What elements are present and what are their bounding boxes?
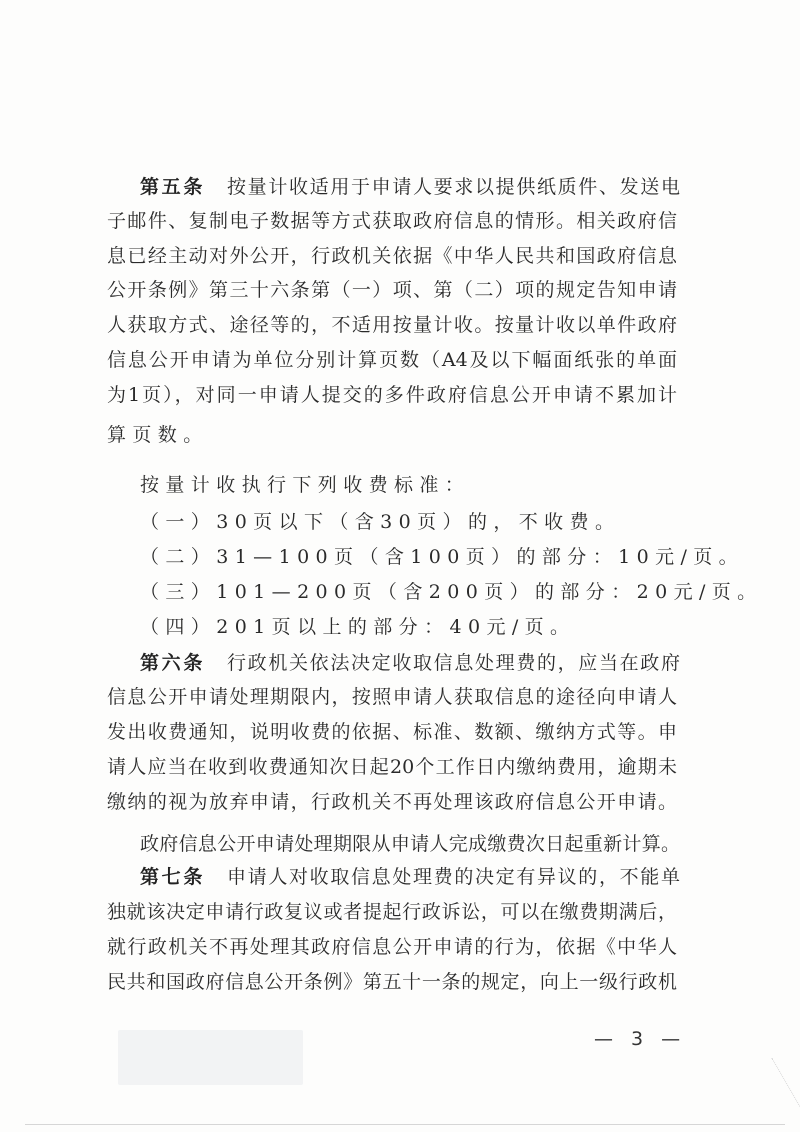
article-6-extra-paragraph: 政府信息公开申请处理期限从申请人完成缴费次日起重新计算。: [140, 833, 680, 855]
article-6-heading: 第六条: [140, 652, 205, 674]
article-6-line-3: 发出收费通知，说明收费的依据、标准、数额、缴纳方式等。申: [107, 721, 677, 743]
article-6-line-5: 缴纳的视为放弃申请，行政机关不再处理该政府信息公开申请。: [107, 791, 677, 813]
article-6-line-2: 信息公开申请处理期限内，按照申请人获取信息的途径向申请人: [107, 686, 677, 708]
fee-item-3: （三）101—200页（含200页）的部分：20元/页。: [140, 581, 763, 603]
article-5-line-1: [140, 172, 680, 202]
article-7-line-1: [140, 862, 680, 892]
article-5-line-4: 公开条例》第三十六条第（一）项、第（二）项的规定告知申请: [107, 279, 677, 301]
article-5-line-5: 人获取方式、途径等的，不适用按量计收。按量计收以单件政府: [107, 314, 677, 336]
article-7-heading: 第七条: [140, 866, 205, 888]
article-7-line-2: 独就该决定申请行政复议或者提起行政诉讼，可以在缴费期满后，: [107, 901, 677, 923]
article-5-line-3: 息已经主动对外公开，行政机关依据《中华人民共和国政府信息: [107, 245, 677, 267]
article-5-line-6: 信息公开申请为单位分别计算页数（A4及以下幅面纸张的单面: [107, 349, 677, 371]
article-6-text: 行政机关依法决定收取信息处理费的，应当在政府: [227, 652, 680, 674]
fee-item-4: （四）201页以上的部分：40元/页。: [140, 616, 576, 638]
article-7-text: 申请人对收取信息处理费的决定有异议的，不能单: [227, 866, 680, 888]
article-6-line-4: 请人应当在收到收费通知次日起20个工作日内缴纳费用，逾期未: [107, 756, 677, 778]
article-6-line-1: [140, 648, 680, 678]
article-5-line-7: 为1页），对同一申请人提交的多件政府信息公开申请不累加计: [107, 384, 677, 406]
scan-corner-artifact: [737, 1058, 800, 1130]
faint-stamp-shadow: [118, 1030, 303, 1085]
article-7-line-3: 就行政机关不再处理其政府信息公开申请的行为，依据《中华人: [107, 936, 677, 958]
article-7-line-4: 民共和国政府信息公开条例》第五十一条的规定，向上一级行政机: [107, 971, 677, 993]
fee-item-2: （二）31—100页（含100页）的部分：10元/页。: [140, 546, 745, 568]
article-5-line-2: 子邮件、复制电子数据等方式获取政府信息的情形。相关政府信: [107, 210, 677, 232]
article-5-line-8: 算页数。: [107, 424, 209, 446]
fee-item-1: （一）30页以下（含30页）的，不收费。: [140, 511, 621, 533]
article-5-heading: 第五条: [140, 176, 205, 198]
bottom-scan-edge: [25, 1124, 785, 1125]
page-number: — 3 —: [594, 1028, 687, 1050]
article-5-text: 按量计收适用于申请人要求以提供纸质件、发送电: [227, 176, 680, 198]
fee-intro: 按量计收执行下列收费标准：: [140, 474, 471, 496]
